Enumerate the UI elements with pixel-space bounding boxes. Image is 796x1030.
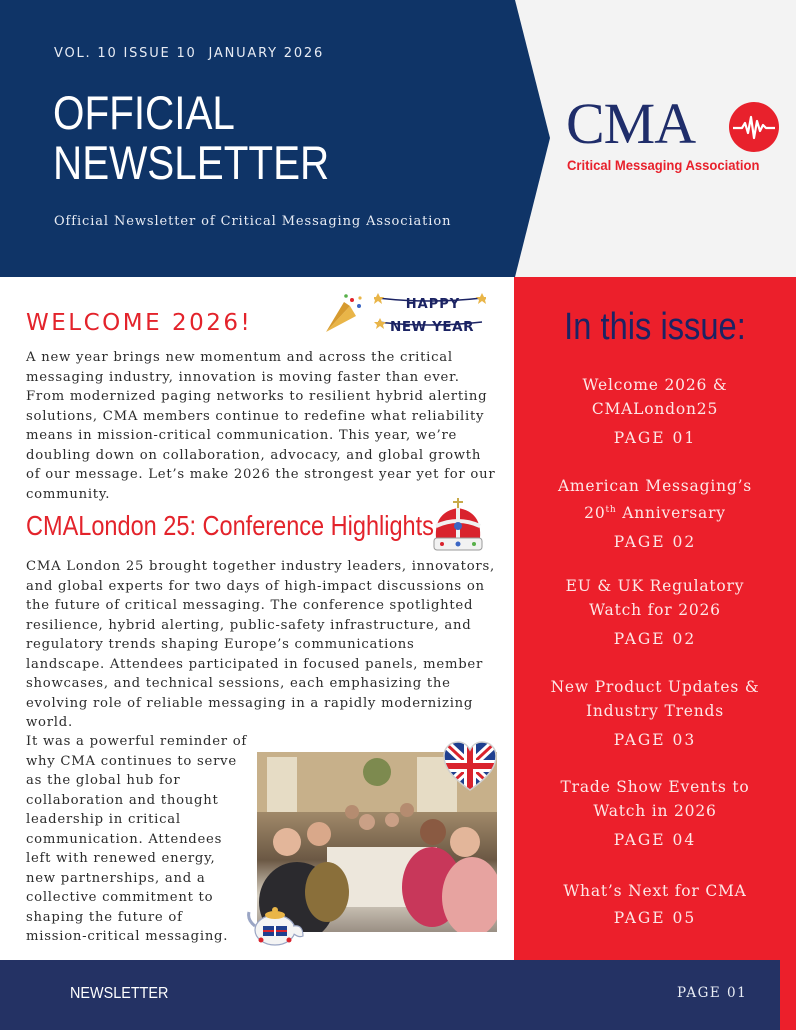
teapot-icon [247, 896, 307, 950]
toc-item-product-updates[interactable] [514, 675, 796, 751]
title-line-1: OFFICIAL [53, 86, 235, 139]
crown-icon [428, 496, 488, 558]
welcome-body: A new year brings new momentum and across the critical messaging industry, innovation is moving faster than ever. From modernized paging networks to resilient hybrid alerting solutions, CMA members continue to redefine what reliability means in mission-critical communication. This year, we’re doubling down on collaboration, advocacy, and global growth of our message. Let’s make 2026 the strongest year yet for our community. [26, 350, 496, 502]
welcome-heading: WELCOME 2026! [26, 310, 253, 336]
title-line-2: NEWSLETTER [53, 136, 330, 189]
logo-subtitle: Critical Messaging Association [567, 158, 760, 174]
toc-item-page: PAGE 02 [613, 630, 697, 648]
footer-accent [780, 960, 796, 1030]
party-popper-icon [322, 292, 364, 336]
happy-new-year-banner [374, 288, 486, 342]
toc-item-welcome[interactable] [514, 373, 796, 449]
issue-info: VOL. 10 ISSUE 10 JANUARY 2026 [54, 46, 325, 61]
toc-heading: In this issue: [564, 306, 746, 348]
toc-item-title: American Messaging’s 20th Anniversary [557, 477, 753, 523]
toc-item-page: PAGE 04 [613, 831, 697, 849]
toc-item-american-messaging[interactable] [514, 474, 796, 553]
toc-item-page: PAGE 05 [613, 909, 697, 927]
newsletter-title [53, 88, 329, 188]
footer-page-number: PAGE 01 [677, 985, 748, 1001]
toc-item-title: What’s Next for CMA [563, 882, 747, 900]
cma-logo [566, 91, 782, 182]
newsletter-subtitle: Official Newsletter of Critical Messaging Association [54, 214, 452, 229]
toc-item-page: PAGE 02 [613, 533, 697, 552]
toc-item-title: New Product Updates & Industry Trends [550, 678, 760, 720]
union-jack-heart-icon [442, 740, 498, 792]
logo-wordmark: CMA [566, 91, 696, 156]
heartbeat-icon [729, 102, 779, 152]
toc-item-whats-next[interactable] [514, 879, 796, 929]
banner-new-year: NEW YEAR [390, 319, 474, 335]
toc-item-regulatory[interactable] [514, 574, 796, 650]
toc-item-page: PAGE 03 [613, 731, 697, 749]
conference-body-1: CMA London 25 brought together industry leaders, innovators, and global experts for two days of high-impact discussions on the future of critical messaging. The conference spotlighted resilience, hybrid alerting, public-safety infrastructure, and regulatory trends shaping Europe’s communications landscape. Attendees participated in focused panels, member showcases, and technical sessions, each emphasizing the evolving role of reliable messaging in a rapidly modernizing world. [26, 559, 495, 730]
toc-item-title: EU & UK Regulatory Watch for 2026 [565, 577, 745, 619]
toc-item-trade-shows[interactable] [514, 775, 796, 851]
footer-label: NEWSLETTER [70, 985, 169, 1002]
conference-heading: CMALondon 25: Conference Highlights [26, 510, 434, 541]
toc-item-page: PAGE 01 [613, 429, 697, 447]
conference-body-2: It was a powerful reminder of why CMA continues to serve as the global hub for collaboration and thought leadership in critical communication. Attendees left with renewed energy, new partnerships, and a collective commitment to shaping the future of mission-critical messaging. [26, 734, 248, 944]
banner-happy: HAPPY [405, 297, 461, 312]
toc-item-title: Welcome 2026 & CMALondon25 [582, 376, 728, 418]
toc-item-title: Trade Show Events to Watch in 2026 [560, 778, 750, 820]
